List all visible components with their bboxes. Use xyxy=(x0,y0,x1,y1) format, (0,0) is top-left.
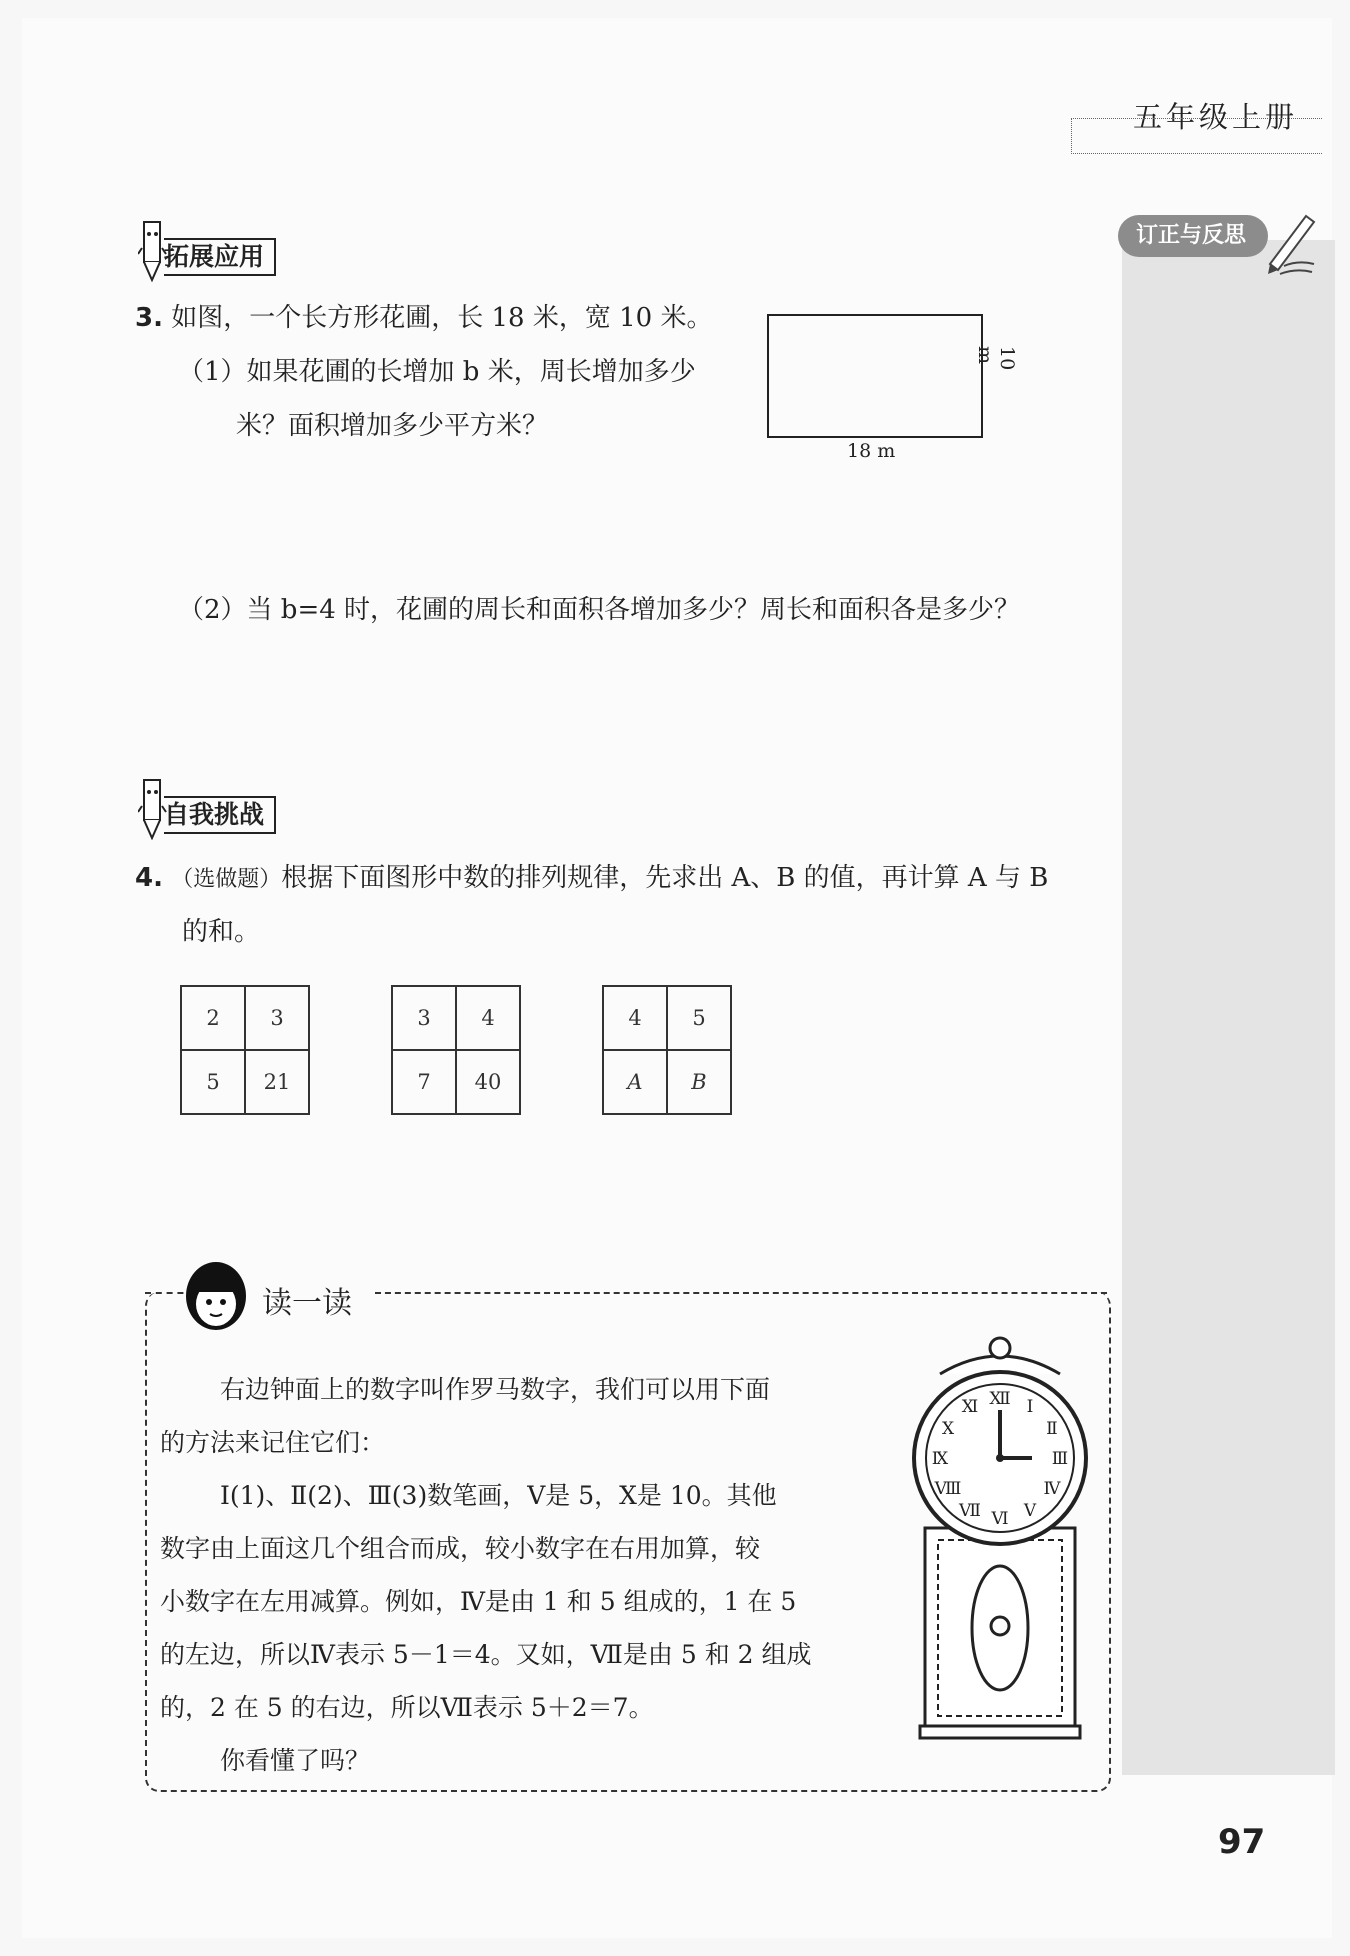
garden-length-label: 18 m xyxy=(847,440,896,462)
clock-numeral: Ⅲ xyxy=(1051,1449,1069,1469)
clock-numeral: Ⅴ xyxy=(1023,1500,1037,1521)
question-3-part1-line2: 米？面积增加多少平方米？ xyxy=(236,411,549,441)
page-number: 97 xyxy=(1218,1822,1266,1862)
number-grid-3 xyxy=(602,985,732,1115)
clock-numeral: Ⅰ xyxy=(1026,1397,1034,1418)
reading-line: 小数字在左用减算。例如，Ⅳ是由 1 和 5 组成的，1 在 5 xyxy=(160,1587,797,1616)
grid-cell: 2 xyxy=(181,986,245,1050)
reading-line: 右边钟面上的数字叫作罗马数字，我们可以用下面 xyxy=(220,1375,771,1404)
reading-text xyxy=(160,1363,870,1787)
clock-numeral: Ⅺ xyxy=(961,1397,979,1418)
reading-line: Ⅰ(1)、Ⅱ(2)、Ⅲ(3)数笔画，Ⅴ是 5，Ⅹ是 10。其他 xyxy=(220,1481,777,1510)
grid-cell: 21 xyxy=(245,1050,309,1114)
question-4-stem-line2: 的和。 xyxy=(182,917,261,947)
clock-numeral: Ⅹ xyxy=(941,1419,955,1439)
sidebar-tab-label: 订正与反思 xyxy=(1136,223,1247,248)
grid-cell: 3 xyxy=(392,986,456,1050)
clock-numeral: Ⅻ xyxy=(989,1389,1011,1409)
reading-line: 你看懂了吗？ xyxy=(220,1746,371,1775)
grade-label-frame xyxy=(1071,118,1322,154)
garden-width-label: 10 m xyxy=(974,346,1018,371)
garden-rectangle xyxy=(767,314,983,438)
reading-title: 读一读 xyxy=(262,1286,352,1321)
question-number: 3. xyxy=(135,303,163,333)
question-3-stem xyxy=(135,292,712,344)
clock-numeral: Ⅳ xyxy=(1043,1479,1061,1499)
clock-numeral: Ⅸ xyxy=(931,1449,949,1469)
clock-numeral: Ⅵ xyxy=(991,1509,1009,1529)
grade-label: 五年级上册 xyxy=(1132,100,1298,134)
clock-numeral: Ⅱ xyxy=(1046,1419,1058,1439)
grid-cell: A xyxy=(603,1050,667,1114)
correction-sidebar xyxy=(1122,240,1335,1775)
question-3-part2: （2）当 b=4 时，花圃的周长和面积各增加多少？周长和面积各是多少？ xyxy=(178,595,1021,625)
question-4-stem xyxy=(135,852,1048,906)
optional-tag: （选做题） xyxy=(171,867,282,892)
grid-cell: 5 xyxy=(667,986,731,1050)
grid-cell: 7 xyxy=(392,1050,456,1114)
reading-line: 数字由上面这几个组合而成，较小数字在右用加算，较 xyxy=(160,1534,761,1563)
number-grid-1 xyxy=(180,985,310,1115)
section-title-challenge: 自我挑战 xyxy=(164,796,276,834)
sidebar-tab xyxy=(1118,215,1268,257)
reading-box-top xyxy=(375,1292,1107,1294)
pen-icon xyxy=(1262,208,1320,278)
reading-line: 的方法来记住它们： xyxy=(160,1428,386,1457)
girl-avatar-icon xyxy=(180,1258,252,1334)
grid-cell: 3 xyxy=(245,986,309,1050)
grid-cell: B xyxy=(667,1050,731,1114)
question-number: 4. xyxy=(135,863,163,893)
clock-numeral: Ⅷ xyxy=(934,1479,962,1499)
question-text: 如图，一个长方形花圃，长 18 米，宽 10 米。 xyxy=(171,303,713,333)
reading-line: 的左边，所以Ⅳ表示 5－1＝4。又如，Ⅶ是由 5 和 2 组成 xyxy=(160,1640,812,1669)
section-title-expand: 拓展应用 xyxy=(164,238,276,276)
number-grid-2 xyxy=(391,985,521,1115)
grid-cell: 4 xyxy=(456,986,520,1050)
question-3-part1-line1: （1）如果花圃的长增加 b 米，周长增加多少 xyxy=(178,357,696,387)
grid-cell: 40 xyxy=(456,1050,520,1114)
question-text: 根据下面图形中数的排列规律，先求出 A、B 的值，再计算 A 与 B xyxy=(281,863,1049,893)
roman-clock-illustration xyxy=(880,1318,1120,1758)
clock-numeral: Ⅶ xyxy=(959,1500,981,1521)
grid-cell: 4 xyxy=(603,986,667,1050)
grid-cell: 5 xyxy=(181,1050,245,1114)
reading-line: 的，2 在 5 的右边，所以Ⅶ表示 5＋2＝7。 xyxy=(160,1693,654,1722)
